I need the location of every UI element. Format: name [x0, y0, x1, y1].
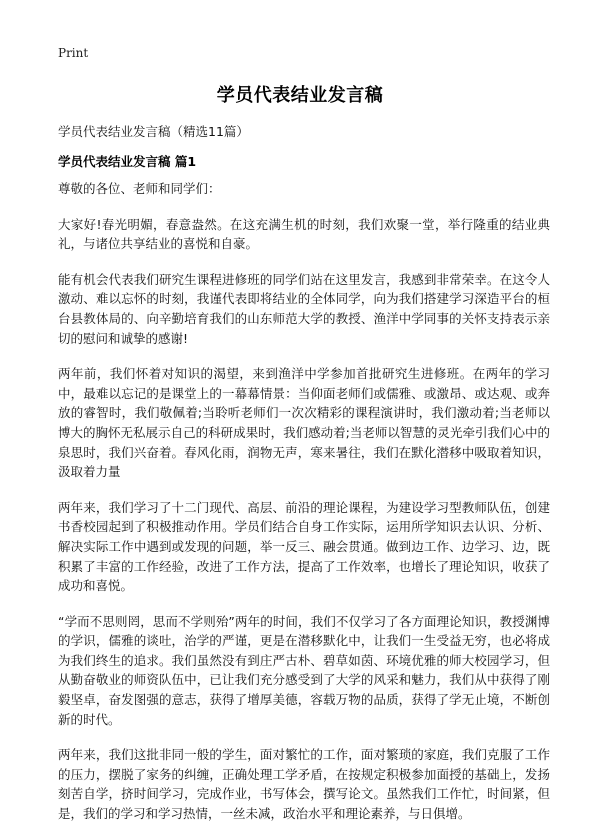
section-heading: 学员代表结业发言稿 篇1: [58, 154, 197, 169]
document-body: [58, 179, 550, 840]
body-paragraph: 两年前，我们怀着对知识的渴望，来到渔洋中学参加首批研究生进修班。在两年的学习中，最难以忘记的是课堂上的一幕幕情景：当仰面老师们或儒雅、或激昂、或达观、或奔放的睿智时，我们敬佩着;当聆听老师们一次次精彩的课程演讲时，我们激动着;当老师以博大的胸怀无私展示自己的科研成果时，我们感动着;当老师以智慧的灵光牵引我们心中的泉思时，我们兴奋着。春风化雨，润物无声，寒来暑往，我们在默化潜移中吸取着知识，汲取着力量: [58, 366, 550, 480]
greeting-paragraph: 尊敬的各位、老师和同学们：: [58, 181, 221, 196]
document-title: 学员代表结业发言稿: [216, 85, 384, 106]
body-paragraph: “学而不思则罔，思而不学则殆”两年的时间，我们不仅学习了各方面理论知识，教授渊博的学识，儒雅的谈吐，治学的严谨，更是在潜移默化中，让我们一生受益无穷，也必将成为我们终生的追求。我们虽然没有到庄严古朴、碧草如茵、环境优雅的师大校园学习，但从勤奋敬业的师资队伍中，已让我们充分感受到了大学的风采和魅力，我们从中获得了刚毅坚卓，奋发图强的意志，获得了增厚美德，容载万物的品质，获得了学无止境，不断创新的时代。: [58, 613, 550, 727]
body-paragraph: 两年来，我们这批非同一般的学生，面对繁忙的工作，面对繁琐的家庭，我们克服了工作的压力，摆脱了家务的纠缠，正确处理工学矛盾，在按规定积极参加面授的基础上，发扬刻苦自学，挤时间学习，完成作业，书写体会，撰写论文。虽然我们工作忙，时间紧，但是，我们的学习和学习热情，一丝未减，政治水平和理论素养，与日俱增。: [58, 747, 550, 822]
body-paragraph: 大家好!春光明媚，春意盎然。在这充满生机的时刻，我们欢聚一堂，举行隆重的结业典礼，与诸位共享结业的喜悦和自豪。: [58, 216, 550, 252]
print-label: Print: [58, 46, 89, 60]
body-paragraph: 两年来，我们学习了十二门现代、高层、前沿的理论课程，为建设学习型教师队伍，创建书香校园起到了积极推动作用。学员们结合自身工作实际，运用所学知识去认识、分析、解决实际工作中遇到或发现的问题，举一反三、融会贯通。做到边工作、边学习、边，既积累了丰富的工作经验，改进了工作方法，提高了工作效率，也增长了理论知识，收获了成功和喜悦。: [58, 499, 550, 594]
body-paragraph: 能有机会代表我们研究生课程进修班的同学们站在这里发言，我感到非常荣幸。在这令人激动、难以忘怀的时刻，我谨代表即将结业的全体同学，向为我们搭建学习深造平台的桓台县教体局的、向辛勤培育我们的山东师范大学的教授、渔洋中学同事的关怀支持表示亲切的慰问和诚挚的感谢!: [58, 271, 550, 346]
document-subtitle: 学员代表结业发言稿（精选11篇）: [58, 124, 249, 139]
